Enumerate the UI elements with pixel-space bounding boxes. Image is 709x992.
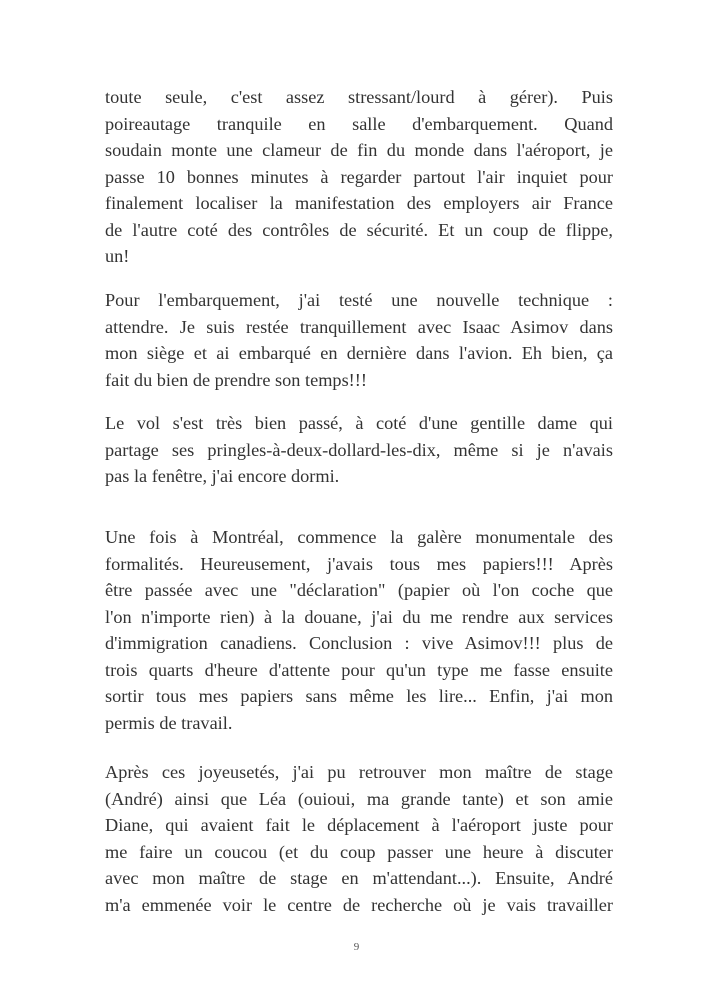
paragraph [105,287,613,393]
text-line: l'on n'importe rien) à la douane, j'ai du me rendre aux services [105,606,613,627]
text-line: mon siège et ai embarqué en dernière dans l'avion. Eh bien, ça [105,343,613,363]
paragraph [105,759,613,918]
text-line: Après ces joyeusetés, j'ai pu retrouver mon maître de stage [105,762,613,782]
text-line: formalités. Heureusement, j'avais tous mes papiers!!! Après [105,553,613,574]
page-number: 9 [353,941,360,953]
text-line: Pour l'embarquement, j'ai testé une nouvelle technique : [105,290,613,310]
text-line: m'a emmenée voir le centre de recherche où je vais travailler [105,894,613,915]
text-line: trois quarts d'heure d'attente pour qu'un type me fasse ensuite [105,659,613,680]
text-line: être passée avec une "déclaration" (papier où l'on coche que [105,580,613,600]
text-line: avec mon maître de stage en m'attendant...). Ensuite, André [105,868,613,888]
text-line: passe 10 bonnes minutes à regarder partout l'air inquiet pour [105,166,613,187]
text-line: permis de travail. [105,712,233,733]
text-line: Le vol s'est très bien passé, à coté d'une gentille dame qui [105,413,613,433]
text-line: pas la fenêtre, j'ai encore dormi. [105,466,340,486]
text-line: d'immigration canadiens. Conclusion : vive Asimov!!! plus de [105,633,613,653]
text-line: fait du bien de prendre son temps!!! [105,369,367,390]
text-line: Une fois à Montréal, commence la galère monumentale des [105,527,613,547]
text-line: attendre. Je suis restée tranquillement avec Isaac Asimov dans [105,316,613,337]
paragraph [105,410,613,490]
text-line: soudain monte une clameur de fin du monde dans l'aéroport, je [105,140,613,160]
text-line: un! [105,246,130,266]
text-line: sortir tous mes papiers sans même les lire... Enfin, j'ai mon [105,686,613,706]
paragraph [105,84,613,270]
text-line: toute seule, c'est assez stressant/lourd à gérer). Puis [105,87,613,107]
text-line: (André) ainsi que Léa (ouioui, ma grande tante) et son amie [105,788,613,809]
text-line: finalement localiser la manifestation des employers air France [105,193,613,213]
text-line: Diane, qui avaient fait le déplacement à l'aéroport juste pour [105,815,613,835]
text-line: partage ses pringles-à-deux-dollard-les-dix, même si je n'avais [105,439,613,460]
text-line: de l'autre coté des contrôles de sécurité. Et un coup de flippe, [105,219,613,240]
text-line: me faire un coucou (et du coup passer une heure à discuter [105,841,613,862]
paragraph [105,524,613,736]
text-line: poireautage tranquile en salle d'embarquement. Quand [105,113,613,134]
